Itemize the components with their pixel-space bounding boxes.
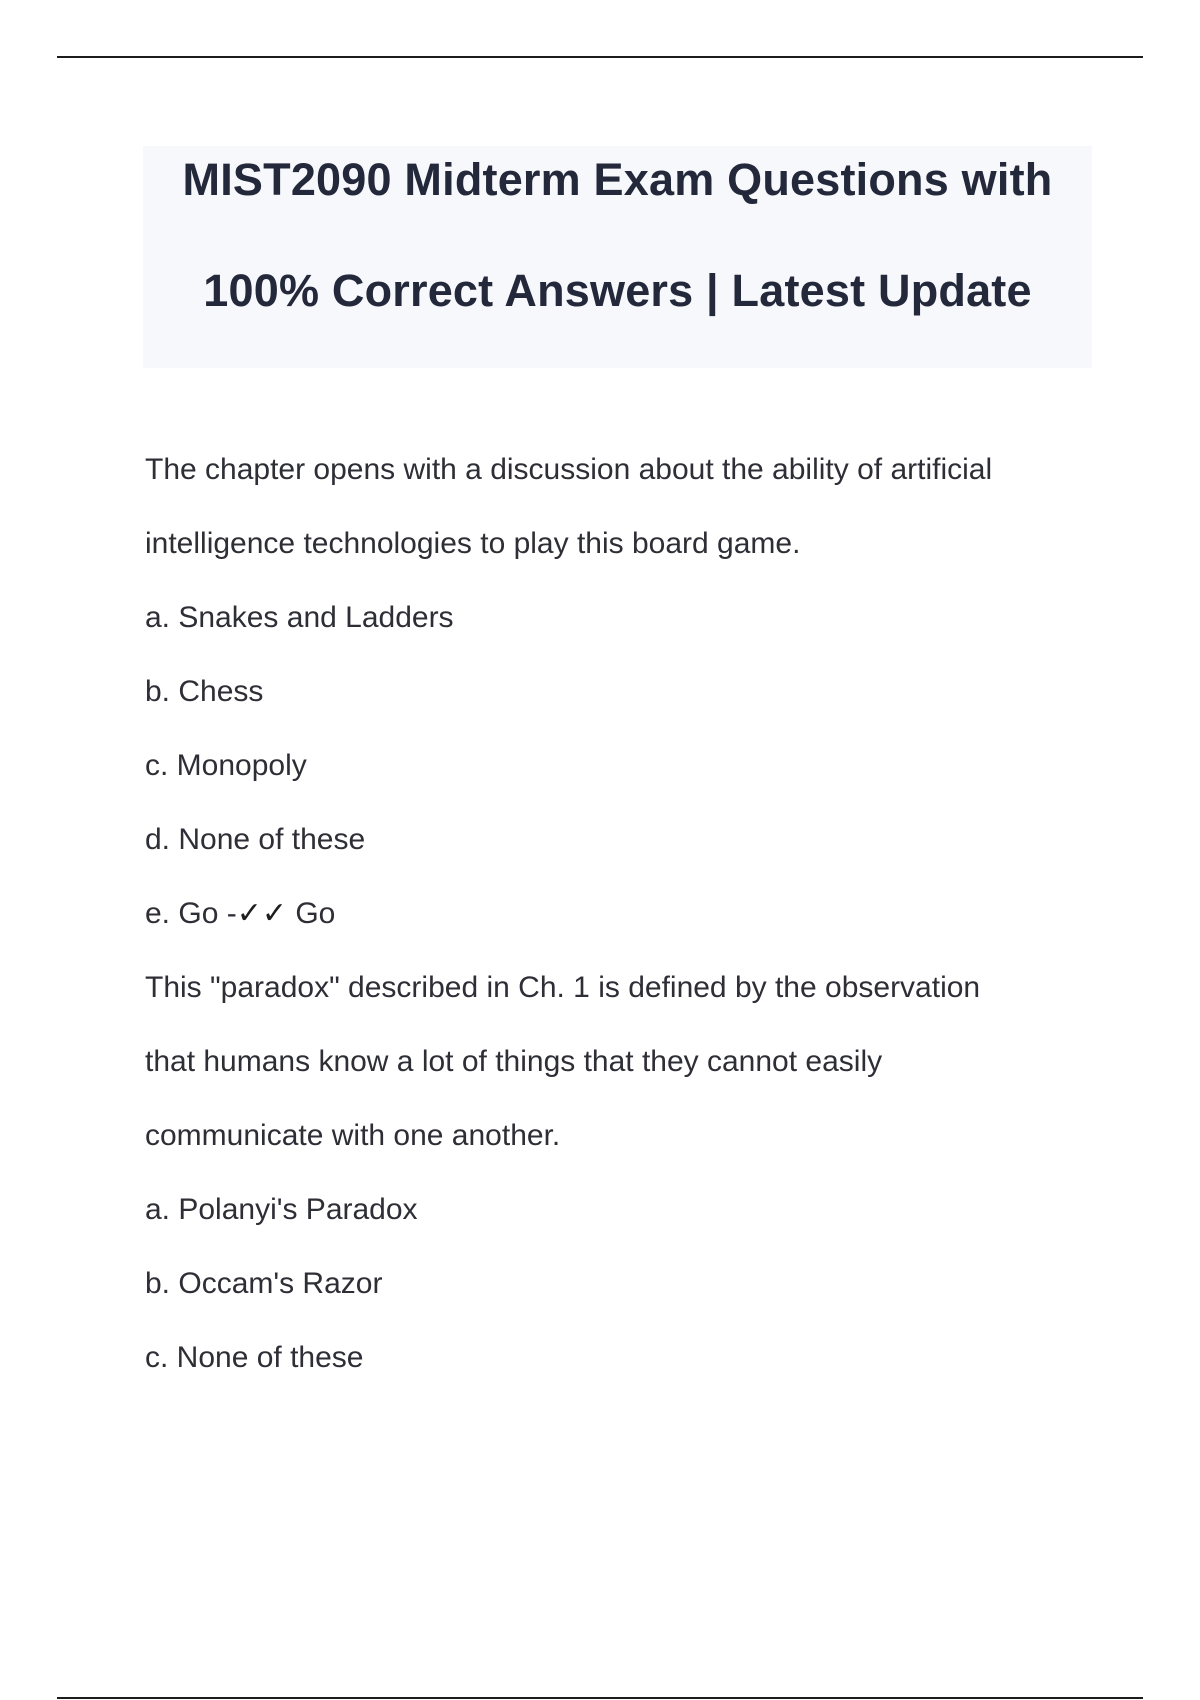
question-2-option-c: c. None of these <box>145 1341 364 1374</box>
double-checkmark-icon: ✓✓ <box>236 896 287 931</box>
question-2-text-line-2: that humans know a lot of things that they cannot easily <box>145 1045 883 1078</box>
question-1-option-c: c. Monopoly <box>145 749 307 782</box>
question-2-text-line-1: This "paradox" described in Ch. 1 is defined by the observation <box>145 971 981 1004</box>
question-1-option-a: a. Snakes and Ladders <box>145 601 454 634</box>
question-1-option-b: b. Chess <box>145 675 264 708</box>
question-2-text-line-3: communicate with one another. <box>145 1119 561 1152</box>
question-2 <box>145 951 1085 1395</box>
page-title-line-1: MIST2090 Midterm Exam Questions with <box>182 154 1053 205</box>
question-1-text-line-2: intelligence technologies to play this board game. <box>145 527 801 560</box>
question-1-option-e-answer <box>145 877 1085 951</box>
top-rule <box>57 56 1143 58</box>
page-title-line-2: 100% Correct Answers | Latest Update <box>203 265 1032 316</box>
document-body <box>145 433 1085 1395</box>
question-2-option-a: a. Polanyi's Paradox <box>145 1193 418 1226</box>
question-1-text-line-1: The chapter opens with a discussion about the ability of artificial <box>145 453 993 486</box>
question-2-option-b: b. Occam's Razor <box>145 1267 383 1300</box>
question-1 <box>145 433 1085 951</box>
bottom-rule <box>57 1697 1143 1699</box>
question-1-option-d: d. None of these <box>145 823 366 856</box>
title-banner <box>143 146 1092 368</box>
answer-option-prefix: e. Go - <box>145 897 237 930</box>
answer-text: Go <box>286 897 336 930</box>
